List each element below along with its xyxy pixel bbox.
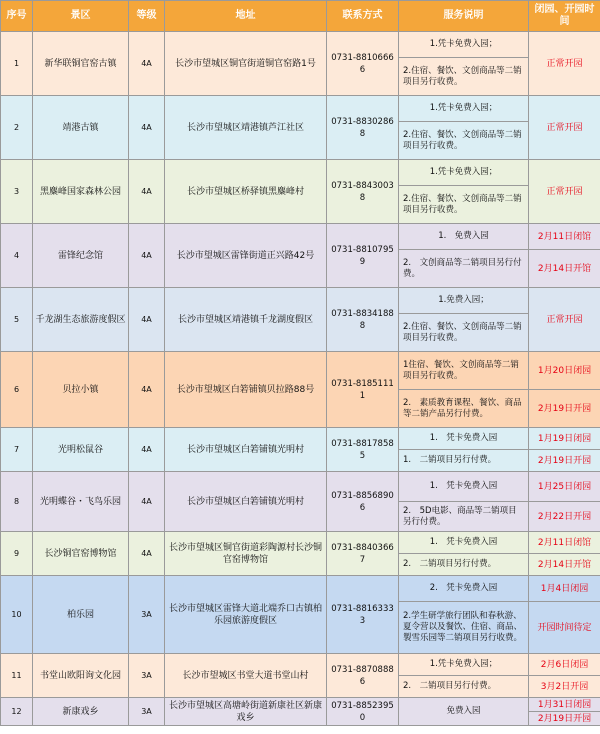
table-row (1, 32, 600, 58)
phone: 0731-88106666 (327, 32, 399, 96)
status: 正常开园 (529, 160, 600, 224)
scenic-name: 长沙铜官窑博物馆 (33, 532, 129, 576)
service-desc: 1.凭卡免费入园； (399, 32, 529, 58)
status: 2月11日闭馆 (529, 532, 600, 554)
status: 正常开园 (529, 96, 600, 160)
scenic-name: 雷锋纪念馆 (33, 224, 129, 288)
status: 2月11日闭馆 (529, 224, 600, 250)
table-row (1, 96, 600, 122)
scenic-name: 光明松鼠谷 (33, 428, 129, 472)
table-row (1, 288, 600, 314)
scenic-name: 书堂山欧阳询文化园 (33, 654, 129, 698)
level: 3A (129, 698, 165, 726)
scenic-name: 新康戏乡 (33, 698, 129, 726)
address: 长沙市望城区靖港镇芦江社区 (165, 96, 327, 160)
address: 长沙市望城区白箬铺镇光明村 (165, 428, 327, 472)
table-row (1, 428, 600, 450)
status: 2月14日开馆 (529, 250, 600, 288)
table-row (1, 698, 600, 712)
status: 2月6日闭园 (529, 654, 600, 676)
phone: 0731-88708886 (327, 654, 399, 698)
phone: 0731-88568906 (327, 472, 399, 532)
address: 长沙市望城区雷锋街道正兴路42号 (165, 224, 327, 288)
service-desc: 2.住宿、餐饮、文创商品等二销项目另行收费。 (399, 122, 529, 160)
level: 4A (129, 532, 165, 576)
status: 2月14日开馆 (529, 554, 600, 576)
header-cell: 地址 (165, 1, 327, 32)
table-row (1, 532, 600, 554)
service-desc: 1. 凭卡免费入园 (399, 472, 529, 502)
header-cell: 服务说明 (399, 1, 529, 32)
service-desc: 免费入园 (399, 698, 529, 726)
scenic-name: 光明蝶谷・飞鸟乐园 (33, 472, 129, 532)
status: 2月19日开园 (529, 450, 600, 472)
row-number: 11 (1, 654, 33, 698)
status: 正常开园 (529, 32, 600, 96)
level: 3A (129, 654, 165, 698)
header-row (1, 1, 600, 32)
row-number: 3 (1, 160, 33, 224)
address: 长沙市望城区白箬铺镇光明村 (165, 472, 327, 532)
scenic-name: 新华联铜官窑古镇 (33, 32, 129, 96)
level: 4A (129, 472, 165, 532)
address: 长沙市望城区铜官街道彩陶源村长沙铜官窑博物馆 (165, 532, 327, 576)
service-desc: 2.住宿、餐饮、文创商品等二销项目另行收费。 (399, 58, 529, 96)
status: 正常开园 (529, 288, 600, 352)
phone: 0731-88178585 (327, 428, 399, 472)
service-desc: 1.凭卡免费入园； (399, 654, 529, 676)
row-number: 6 (1, 352, 33, 428)
row-number: 12 (1, 698, 33, 726)
header-cell: 序号 (1, 1, 33, 32)
row-number: 9 (1, 532, 33, 576)
service-desc: 2. 凭卡免费入园 (399, 576, 529, 602)
level: 4A (129, 428, 165, 472)
scenic-name: 靖港古镇 (33, 96, 129, 160)
level: 4A (129, 288, 165, 352)
service-desc: 1.凭卡免费入园； (399, 96, 529, 122)
row-number: 7 (1, 428, 33, 472)
service-desc: 1. 凭卡免费入园 (399, 428, 529, 450)
status: 2月19日开园 (529, 712, 600, 726)
service-desc: 2. 二销项目另行付费。 (399, 554, 529, 576)
service-desc: 2.住宿、餐饮、文创商品等二销项目另行收费。 (399, 186, 529, 224)
service-desc: 2.住宿、餐饮、文创商品等二销项目另行收费。 (399, 314, 529, 352)
service-desc: 1. 二销项目另行付费。 (399, 450, 529, 472)
status: 2月22日开园 (529, 502, 600, 532)
address: 长沙市望城区高塘岭街道新康社区新康戏乡 (165, 698, 327, 726)
status: 1月20日闭园 (529, 352, 600, 390)
scenic-name: 柏乐园 (33, 576, 129, 654)
scenic-name: 黑麋峰国家森林公园 (33, 160, 129, 224)
service-desc: 1.凭卡免费入园； (399, 160, 529, 186)
address: 长沙市望城区桥驿镇黑麋峰村 (165, 160, 327, 224)
row-number: 10 (1, 576, 33, 654)
status: 1月4日闭园 (529, 576, 600, 602)
phone: 0731-88430038 (327, 160, 399, 224)
scenic-name: 千龙湖生态旅游度假区 (33, 288, 129, 352)
scenic-name: 贝拉小镇 (33, 352, 129, 428)
level: 4A (129, 224, 165, 288)
level: 3A (129, 576, 165, 654)
phone: 0731-88403667 (327, 532, 399, 576)
table-row (1, 160, 600, 186)
level: 4A (129, 160, 165, 224)
level: 4A (129, 352, 165, 428)
table-body (1, 32, 600, 726)
service-desc: 2. 素质教育课程、餐饮、商品等二销产品另行付费。 (399, 390, 529, 428)
level: 4A (129, 32, 165, 96)
status: 1月25日闭园 (529, 472, 600, 502)
table-row (1, 352, 600, 390)
header-cell: 闭园、开园时间 (529, 1, 600, 32)
service-desc: 1.免费入园； (399, 288, 529, 314)
address: 长沙市望城区雷锋大道北端乔口古镇柏乐园旅游度假区 (165, 576, 327, 654)
row-number: 1 (1, 32, 33, 96)
table-row (1, 576, 600, 602)
service-desc: 2. 二销项目另行付费。 (399, 676, 529, 698)
service-desc: 2. 文创商品等二销项目另行付费。 (399, 250, 529, 288)
phone: 0731-88523950 (327, 698, 399, 726)
status: 3月2日开园 (529, 676, 600, 698)
row-number: 2 (1, 96, 33, 160)
table-row (1, 224, 600, 250)
table-row (1, 472, 600, 502)
level: 4A (129, 96, 165, 160)
address: 长沙市望城区书堂大道书堂山村 (165, 654, 327, 698)
phone: 0731-88107959 (327, 224, 399, 288)
address: 长沙市望城区铜官街道铜官窑路1号 (165, 32, 327, 96)
header-cell: 联系方式 (327, 1, 399, 32)
header-cell: 等级 (129, 1, 165, 32)
header-cell: 景区 (33, 1, 129, 32)
service-desc: 1. 免费入园 (399, 224, 529, 250)
address: 长沙市望城区靖港镇千龙湖度假区 (165, 288, 327, 352)
phone: 0731-88302868 (327, 96, 399, 160)
phone: 0731-88341888 (327, 288, 399, 352)
service-desc: 2. 5D电影、商品等二销项目另行付费。 (399, 502, 529, 532)
status: 开园时间待定 (529, 602, 600, 654)
address: 长沙市望城区白箬铺镇贝拉路88号 (165, 352, 327, 428)
service-desc: 1住宿、餐饮、文创商品等二销项目另行收费。 (399, 352, 529, 390)
phone: 0731-81851111 (327, 352, 399, 428)
row-number: 8 (1, 472, 33, 532)
status: 1月19日闭园 (529, 428, 600, 450)
service-desc: 1. 凭卡免费入园 (399, 532, 529, 554)
phone: 0731-88163333 (327, 576, 399, 654)
status: 2月19日开园 (529, 390, 600, 428)
status: 1月31日闭园 (529, 698, 600, 712)
row-number: 4 (1, 224, 33, 288)
service-desc: 2.学生研学旅行团队和春秋游、夏令营以及餐饮、住宿、商品、製雪乐园等二销项目另行收费。 (399, 602, 529, 654)
table-row (1, 654, 600, 676)
row-number: 5 (1, 288, 33, 352)
